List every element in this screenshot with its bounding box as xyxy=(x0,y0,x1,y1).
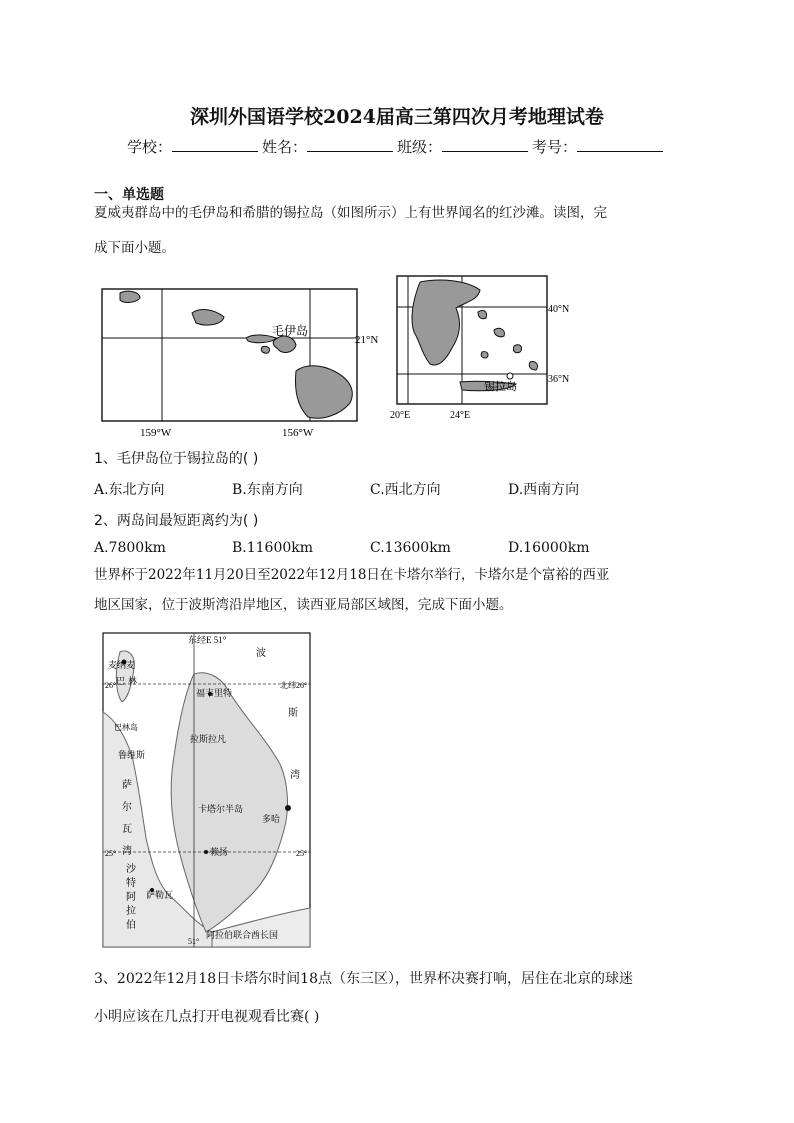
section-heading: 一、单选题 xyxy=(94,187,164,203)
rayyan-marker xyxy=(204,850,208,854)
class-label: 班级： xyxy=(397,138,443,156)
intro1-line1: 夏威夷群岛中的毛伊岛和希腊的锡拉岛（如图所示）上有世界闻名的红沙滩。读图，完 xyxy=(94,205,607,221)
maui-map xyxy=(100,283,379,441)
q1-option-b[interactable]: B.东南方向 xyxy=(232,482,303,498)
greece-mainland xyxy=(412,280,480,365)
doha-marker xyxy=(285,805,291,811)
q2-option-b[interactable]: B.11600km xyxy=(232,540,314,556)
bahrain-char-1: 巴 xyxy=(116,676,126,686)
island-oahu xyxy=(192,310,224,325)
qatar-map xyxy=(102,632,312,950)
q1-option-d[interactable]: D.西南方向 xyxy=(508,482,580,498)
salwa-char-3: 瓦 xyxy=(122,824,132,835)
lat-25-left-label: 25° xyxy=(105,849,117,858)
student-info-line xyxy=(0,136,794,157)
salwa-char-1: 萨 xyxy=(122,780,132,791)
saudi-char-4: 拉 xyxy=(126,906,136,917)
intro-paragraph-2 xyxy=(94,560,706,620)
island-hawaii xyxy=(296,366,353,419)
question-2-stem: 2、两岛间最短距离约为( ) xyxy=(94,513,259,529)
lon-51e-top-label: 东经E 51° xyxy=(188,635,227,645)
salwa-char-2: 尔 xyxy=(122,802,132,813)
salwa-char-4: 湾 xyxy=(122,846,132,857)
lat-21n-label: 21°N xyxy=(355,334,379,346)
lon-156w-label: 156°W xyxy=(282,427,314,439)
question-3-stem xyxy=(94,960,706,1036)
number-blank xyxy=(577,137,663,152)
island-aegean-2 xyxy=(494,328,504,336)
question-2-options xyxy=(94,540,706,556)
saudi-char-2: 特 xyxy=(126,878,136,889)
class-blank xyxy=(442,137,528,152)
lon-51e-bottom-label: 51° xyxy=(188,937,200,946)
ruwais-area-label: 鲁维斯 xyxy=(118,750,146,760)
island-lanai xyxy=(261,346,269,353)
school-label: 学校： xyxy=(126,138,172,156)
school-blank xyxy=(172,137,258,152)
salwa-town-label: 萨勒瓦 xyxy=(146,890,174,900)
thira-map xyxy=(390,272,586,420)
saudi-char-5: 伯 xyxy=(126,920,136,931)
lat-40n-label: 40°N xyxy=(548,304,570,315)
gulf-char-2: 斯 xyxy=(288,708,298,719)
island-aegean-5 xyxy=(481,352,488,358)
lat-26-left-label: 26° xyxy=(105,681,117,690)
name-blank xyxy=(307,137,393,152)
q2-option-d[interactable]: D.16000km xyxy=(508,540,590,556)
peninsula-label: 卡塔尔半岛 xyxy=(198,804,244,814)
intro2-line2: 地区国家，位于波斯湾沿岸地区，读西亚局部区域图，完成下面小题。 xyxy=(94,597,513,613)
lon-20e-label: 20°E xyxy=(390,410,411,421)
bahrain-island-label: 巴林岛 xyxy=(114,723,138,732)
q2-option-a[interactable]: A.7800km xyxy=(94,540,166,556)
q1-option-a[interactable]: A.东北方向 xyxy=(94,482,165,498)
maui-label: 毛伊岛 xyxy=(272,324,309,338)
question-1-options xyxy=(94,479,706,499)
island-kauai xyxy=(120,291,140,302)
island-maui xyxy=(273,336,296,352)
island-aegean-3 xyxy=(513,345,521,353)
uae-label: 阿拉伯联合酋长国 xyxy=(206,930,279,940)
gulf-char-3: 湾 xyxy=(290,770,300,781)
saudi-char-3: 阿 xyxy=(126,892,136,903)
number-label: 考号： xyxy=(532,138,578,156)
island-aegean-1 xyxy=(478,310,487,318)
intro1-line2: 成下面小题。 xyxy=(94,240,175,256)
lon-24e-label: 24°E xyxy=(450,410,471,421)
fuwairit-label: 福韦里特 xyxy=(196,688,233,698)
island-aegean-4 xyxy=(529,362,537,370)
q3-line1: 3、2022年12月18日卡塔尔时间18点（东三区），世界杯决赛打响，居住在北京的球迷 xyxy=(94,971,633,987)
lon-159w-label: 159°W xyxy=(140,427,172,439)
page-title: 深圳外国语学校2024届高三第四次月考地理试卷 xyxy=(190,106,604,128)
q1-option-c[interactable]: C.西北方向 xyxy=(370,482,441,498)
bahrain-char-2: 林 xyxy=(128,676,138,686)
rasalaffan-label: 拉斯拉凡 xyxy=(190,734,227,744)
rayyan-label: 赖扬 xyxy=(210,847,229,857)
intro-paragraph-1 xyxy=(94,196,706,266)
lat-26-right-label: 北纬26° xyxy=(280,681,308,690)
thira-label: 锡拉岛 xyxy=(484,381,517,393)
gulf-char-1: 波 xyxy=(256,648,266,659)
name-label: 姓名： xyxy=(261,138,307,156)
intro2-line1: 世界杯于2022年11月20日至2022年12月18日在卡塔尔举行，卡塔尔是个富裕的西亚 xyxy=(94,567,610,583)
doha-label: 多哈 xyxy=(262,814,281,824)
saudi-char-1: 沙 xyxy=(126,864,136,875)
lat-36n-label: 36°N xyxy=(548,374,570,385)
lat-25-right-label: 25° xyxy=(296,849,308,858)
manama-label: 麦纳麦 xyxy=(108,660,136,670)
question-1-stem: 1、毛伊岛位于锡拉岛的( ) xyxy=(94,451,259,467)
q2-option-c[interactable]: C.13600km xyxy=(370,540,451,556)
thira-island-marker xyxy=(507,373,513,379)
q3-line2: 小明应该在几点打开电视观看比赛( ) xyxy=(94,1009,320,1025)
